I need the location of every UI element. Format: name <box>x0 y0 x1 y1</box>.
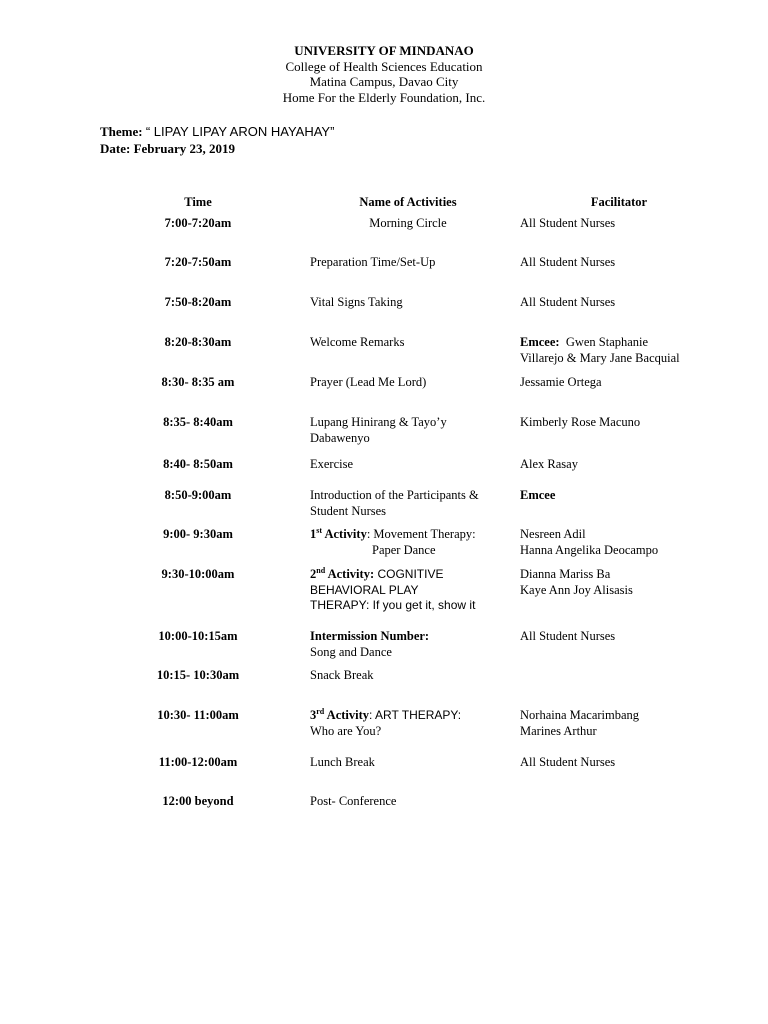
activity-number: 1 <box>310 527 317 541</box>
row-time: 7:00-7:20am <box>164 216 232 230</box>
activity-line: Introduction of the Participants & <box>310 488 479 502</box>
activity-line: COGNITIVE <box>374 567 444 581</box>
row-time: 9:00- 9:30am <box>163 527 233 541</box>
row-activity <box>310 567 508 614</box>
theme-line <box>100 123 334 140</box>
facilitator-name: Gwen Staphanie <box>565 335 649 349</box>
row-facilitator: Kimberly Rose Macuno <box>520 415 641 429</box>
row-facilitator: All Student Nurses <box>520 629 616 643</box>
row-activity: Exercise <box>310 457 354 471</box>
theme-label: Theme: <box>100 124 143 139</box>
facilitator-name: Nesreen Adil <box>520 527 586 541</box>
activity-line: Song and Dance <box>310 644 392 659</box>
row-activity <box>310 415 508 446</box>
col-facilitator-header: Facilitator <box>590 195 648 209</box>
row-time: 7:20-7:50am <box>164 255 232 269</box>
activity-ordinal: st <box>316 525 323 535</box>
col-time-header: Time <box>184 195 212 209</box>
row-facilitator <box>520 527 720 558</box>
facilitator-name: Villarejo & Mary Jane Bacquial <box>520 350 680 365</box>
row-facilitator: Emcee <box>520 488 556 502</box>
row-activity <box>310 527 508 558</box>
activity-line: : Movement Therapy: <box>366 527 476 541</box>
college-name: College of Health Sciences Education <box>285 58 483 74</box>
activity-label: Activity <box>322 527 367 541</box>
row-activity: Welcome Remarks <box>310 335 405 349</box>
row-activity <box>310 629 508 660</box>
row-facilitator: All Student Nurses <box>520 255 616 269</box>
row-facilitator: All Student Nurses <box>520 216 616 230</box>
row-time: 8:30- 8:35 am <box>161 375 235 389</box>
activity-label: Activity: <box>325 567 375 581</box>
foundation-name: Home For the Elderly Foundation, Inc. <box>282 89 486 105</box>
emcee-label: Emcee: <box>520 335 560 349</box>
activity-line: Who are You? <box>310 723 382 738</box>
document-header <box>0 43 768 105</box>
activity-label: Intermission Number: <box>310 629 430 643</box>
date-line <box>100 140 334 157</box>
row-activity: Snack Break <box>310 668 374 682</box>
row-time: 8:40- 8:50am <box>163 457 233 471</box>
activity-line: : ART THERAPY: <box>369 708 462 722</box>
activity-number: 2 <box>310 567 317 581</box>
row-facilitator <box>520 708 720 739</box>
activity-line: BEHAVIORAL PLAY <box>310 582 419 597</box>
row-time: 10:00-10:15am <box>158 629 238 643</box>
row-facilitator: Jessamie Ortega <box>520 375 602 389</box>
row-time: 8:35- 8:40am <box>163 415 233 429</box>
facilitator-name: Norhaina Macarimbang <box>520 708 640 722</box>
row-activity <box>310 708 508 739</box>
row-time: 8:50-9:00am <box>164 488 232 502</box>
row-time: 10:15- 10:30am <box>156 668 240 682</box>
campus-name: Matina Campus, Davao City <box>309 74 459 89</box>
row-facilitator: All Student Nurses <box>520 295 616 309</box>
activity-line: Paper Dance <box>372 542 436 557</box>
row-activity: Morning Circle <box>369 216 447 230</box>
date-label: Date: <box>100 141 131 156</box>
activity-line: THERAPY: If you get it, show it <box>310 598 476 612</box>
activity-line: Lupang Hinirang & Tayo’y <box>310 415 447 429</box>
row-facilitator: All Student Nurses <box>520 755 616 769</box>
row-facilitator <box>520 567 720 598</box>
facilitator-name: Marines Arthur <box>520 723 597 738</box>
activity-ordinal: rd <box>316 706 325 716</box>
activity-line: Student Nurses <box>310 503 387 518</box>
facilitator-name: Dianna Mariss Ba <box>520 567 611 581</box>
row-time: 7:50-8:20am <box>164 295 232 309</box>
row-activity: Vital Signs Taking <box>310 295 403 309</box>
row-activity: Lunch Break <box>310 755 375 769</box>
row-time: 8:20-8:30am <box>164 335 232 349</box>
row-time: 10:30- 11:00am <box>157 708 239 722</box>
row-activity: Post- Conference <box>310 794 397 808</box>
activity-ordinal: nd <box>316 565 326 575</box>
activity-line: Dabawenyo <box>310 430 370 445</box>
university-name: UNIVERSITY OF MINDANAO <box>294 43 474 58</box>
row-facilitator: Alex Rasay <box>520 457 578 471</box>
event-meta <box>100 123 334 157</box>
theme-value: “ LIPAY LIPAY ARON HAYAHAY” <box>145 124 335 139</box>
row-time: 12:00 beyond <box>162 794 234 808</box>
date-value: February 23, 2019 <box>133 141 236 156</box>
facilitator-name: Hanna Angelika Deocampo <box>520 542 659 557</box>
row-time: 9:30-10:00am <box>161 567 235 581</box>
activity-label: Activity <box>324 708 370 722</box>
row-activity: Prayer (Lead Me Lord) <box>310 375 427 389</box>
row-activity: Preparation Time/Set-Up <box>310 255 436 269</box>
row-time: 11:00-12:00am <box>158 755 238 769</box>
activity-number: 3 <box>310 708 317 722</box>
col-activity-header: Name of Activities <box>359 195 457 209</box>
row-facilitator <box>520 335 720 366</box>
row-activity <box>310 488 508 519</box>
facilitator-name: Kaye Ann Joy Alisasis <box>520 582 633 597</box>
